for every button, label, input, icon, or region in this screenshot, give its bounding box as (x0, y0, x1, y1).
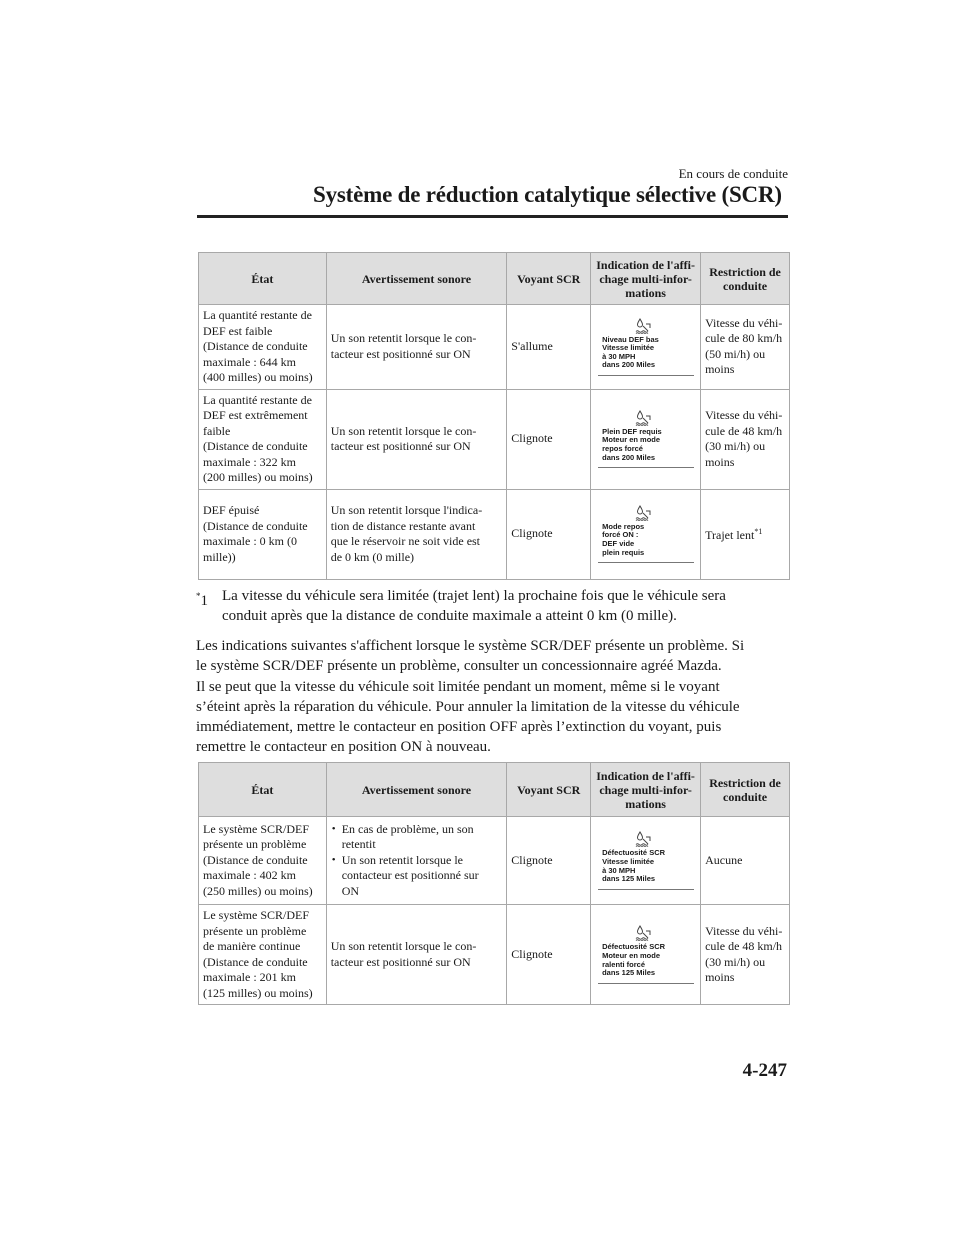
display-text (598, 943, 694, 977)
text-line: mations (625, 796, 666, 811)
text-line: forcé ON : (602, 530, 639, 540)
text-line: (200 milles) ou moins) (203, 470, 313, 484)
text-line: présente un problème (203, 923, 307, 938)
text-line: Plein DEF requis (602, 426, 662, 436)
cell-restriction (701, 489, 790, 579)
text-line: maximale : 402 km (203, 868, 296, 883)
display-underline (598, 889, 694, 890)
cell-etat (199, 489, 327, 579)
text-line: tacteur est positionné sur ON (330, 439, 471, 453)
footnote (196, 586, 796, 626)
def-drop-icon (634, 318, 652, 334)
text-line: maximale : 644 km (203, 354, 296, 369)
text-line: (30 mi/h) ou (705, 954, 766, 969)
text-line: à 30 MPH (602, 351, 636, 361)
text-line: Vitesse du véhi- (705, 315, 783, 330)
display-text (598, 523, 694, 557)
text-line: Un son retentit lorsque l'indica- (330, 503, 483, 517)
text-line: plein requis (602, 547, 645, 557)
text-line: (400 milles) ou moins) (203, 370, 313, 384)
table-row (199, 817, 790, 905)
text-line: Vitesse limitée (602, 856, 655, 866)
text-line: maximale : 322 km (203, 454, 296, 469)
text-line: tion de distance restante avant (330, 518, 476, 533)
cell-affichage (591, 305, 701, 390)
text-line: Un son retentit lorsque le con- (330, 423, 477, 438)
header-affichage (591, 763, 701, 817)
text-line: DEF vide (602, 539, 635, 548)
text-line: (Distance de conduite (203, 339, 308, 353)
list-item (331, 822, 504, 853)
text-line: Le système SCR/DEF (203, 821, 310, 836)
text-line: de 0 km (0 mille) (330, 549, 415, 564)
text-line: contacteur est positionné sur (341, 868, 479, 883)
text-line: (250 milles) ou moins) (203, 883, 313, 898)
text-line: DEF est faible (203, 323, 273, 338)
table-row (199, 489, 790, 579)
cell-voyant: S'allume (507, 305, 591, 390)
text-line: repos forcé (602, 444, 643, 453)
text-line: que le réservoir ne soit vide est (330, 534, 481, 548)
text-line: DEF est extrêmement (203, 408, 308, 422)
cell-etat (199, 305, 327, 390)
text-line: conduite (723, 789, 768, 804)
header-voyant: Voyant SCR (507, 763, 591, 817)
text-line: présente un problème (203, 837, 307, 852)
text-line: dans 200 Miles (602, 360, 656, 370)
text-line: moins (705, 454, 735, 469)
text-line: moins (705, 970, 735, 984)
text-line: (125 milles) ou moins) (203, 985, 313, 1000)
cell-avertissement (326, 305, 507, 390)
restriction-text: Trajet lent (705, 528, 755, 543)
text-line: Le système SCR/DEF (203, 908, 310, 922)
text-line: (Distance de conduite (203, 852, 308, 867)
multi-info-display (598, 318, 694, 376)
text-line: de manière continue (203, 939, 301, 953)
text-line: ON (341, 883, 360, 898)
display-underline (598, 375, 694, 376)
text-line: chage multi-infor- (599, 271, 692, 286)
cell-restriction (701, 817, 790, 905)
cell-affichage (591, 905, 701, 1005)
def-drop-icon (634, 831, 652, 847)
cell-voyant: Clignote (507, 905, 591, 1005)
page-number: 4-247 (742, 1060, 787, 1081)
header-restriction (701, 763, 790, 817)
text-line: Restriction de (709, 775, 781, 790)
list-item (331, 853, 504, 900)
header-avertissement: Avertissement sonore (326, 763, 507, 817)
header-avertissement: Avertissement sonore (326, 253, 507, 305)
header-etat: État (199, 253, 327, 305)
text-line: Niveau DEF bas (602, 334, 659, 344)
text-line: moins (705, 362, 735, 377)
text-line: La quantité restante de (203, 392, 312, 407)
cell-voyant: Clignote (507, 817, 591, 905)
text-line: Vitesse du véhi- (705, 923, 783, 938)
def-drop-icon (634, 505, 652, 521)
header-voyant: Voyant SCR (507, 253, 591, 305)
cell-etat (199, 817, 327, 905)
text-line: maximale : 201 km (203, 970, 296, 984)
cell-voyant: Clignote (507, 389, 591, 489)
table-header-row (199, 763, 790, 817)
multi-info-display (598, 831, 694, 889)
text-line: dans 200 Miles (602, 452, 656, 462)
table-row (199, 305, 790, 390)
multi-info-display (598, 925, 694, 983)
text-line: • En cas de problème, un son (341, 821, 474, 836)
text-line: (Distance de conduite (203, 439, 308, 453)
text-line: tacteur est positionné sur ON (330, 346, 471, 361)
header-restriction (701, 253, 790, 305)
text-line: Moteur en mode (602, 435, 661, 445)
cell-affichage (591, 389, 701, 489)
text-line: La quantité restante de (203, 308, 312, 322)
table-row (199, 905, 790, 1005)
table-header-row (199, 253, 790, 305)
text-line: (30 mi/h) ou (705, 439, 766, 453)
text-line: • Un son retentit lorsque le (341, 852, 464, 867)
display-underline (598, 983, 694, 984)
text-line: conduite (723, 278, 768, 293)
cell-avertissement (326, 489, 507, 579)
text-line: retentit (341, 837, 376, 852)
cell-affichage (591, 489, 701, 579)
cell-affichage (591, 817, 701, 905)
display-underline (598, 467, 694, 468)
text-line: maximale : 0 km (0 (203, 534, 297, 548)
def-level-table (198, 252, 790, 580)
display-underline (598, 562, 694, 563)
text-line: tacteur est positionné sur ON (330, 954, 471, 969)
text-line: dans 125 Miles (602, 968, 656, 978)
text-line: à 30 MPH (602, 865, 636, 875)
table-row (199, 389, 790, 489)
text-line: Mode repos (602, 521, 645, 531)
display-text (598, 336, 694, 370)
text-line: Un son retentit lorsque le con- (330, 939, 477, 953)
cell-etat (199, 389, 327, 489)
footnote-text: La vitesse du véhicule sera limitée (trajet lent) la prochaine fois que le véhicule sera conduit après que la distance de conduite maximale a atteint 0 km (0 mille). (222, 588, 726, 624)
cell-restriction (701, 305, 790, 390)
text-line: Défectuosité SCR (602, 848, 666, 858)
display-text (598, 428, 694, 462)
text-line: cule de 48 km/h (705, 939, 783, 953)
text-line: Indication de l'affi- (596, 257, 695, 272)
text-line: (Distance de conduite (203, 954, 308, 969)
text-line: Indication de l'affi- (596, 768, 695, 783)
cell-voyant: Clignote (507, 489, 591, 579)
cell-avertissement (326, 905, 507, 1005)
scr-malfunction-table (198, 762, 790, 1005)
text-line: mille)) (203, 549, 236, 564)
display-text (598, 849, 694, 883)
text-line: cule de 80 km/h (705, 331, 783, 346)
def-drop-icon (634, 410, 652, 426)
footnote-marker: *1 (196, 591, 208, 609)
cell-avertissement (326, 389, 507, 489)
text-line: Vitesse du véhi- (705, 408, 783, 422)
multi-info-display (598, 410, 694, 468)
title-rule (197, 215, 788, 218)
text-line: ralenti forcé (602, 959, 646, 969)
text-line: cule de 48 km/h (705, 423, 783, 438)
cell-avertissement (326, 817, 507, 905)
cell-restriction (701, 905, 790, 1005)
text-line: Restriction de (709, 264, 781, 279)
text-line: mations (625, 285, 666, 300)
section-title: Système de réduction catalytique sélective (SCR) (313, 182, 782, 207)
text-line: (Distance de conduite (203, 518, 308, 533)
cell-etat (199, 905, 327, 1005)
def-drop-icon (634, 925, 652, 941)
running-head: En cours de conduite (678, 166, 788, 181)
text-line: Défectuosité SCR (602, 942, 666, 952)
text-line: chage multi-infor- (599, 782, 692, 797)
footnote-ref: *1 (754, 527, 763, 537)
text-line: (50 mi/h) ou (705, 346, 766, 361)
text-line: Un son retentit lorsque le con- (330, 331, 477, 346)
text-line: Moteur en mode (602, 950, 661, 960)
text-line: faible (203, 423, 231, 438)
cell-restriction (701, 389, 790, 489)
multi-info-display (598, 505, 694, 563)
header-etat: État (199, 763, 327, 817)
text-line: dans 125 Miles (602, 874, 656, 884)
text-line: Aucune (705, 852, 743, 867)
text-line: Vitesse limitée (602, 343, 655, 353)
header-affichage (591, 253, 701, 305)
text-line: DEF épuisé (203, 503, 260, 517)
body-paragraph: Les indications suivantes s'affichent lorsque le système SCR/DEF présente un problème. Si le système SCR/DEF présente un problème, consulter un concessionnaire agréé Mazda. Il se peut que la vitesse du véhicule soit limitée pendant un moment, même si le voyant s’éteint après la réparation du véhicule. Pour annuler la limitation de la vitesse du véhicule immédiatement, mettre le contacteur en position OFF après l’extinction du voyant, puis remettre le contacteur en position ON à nouveau. (196, 638, 745, 756)
avertissement-list (331, 822, 504, 900)
